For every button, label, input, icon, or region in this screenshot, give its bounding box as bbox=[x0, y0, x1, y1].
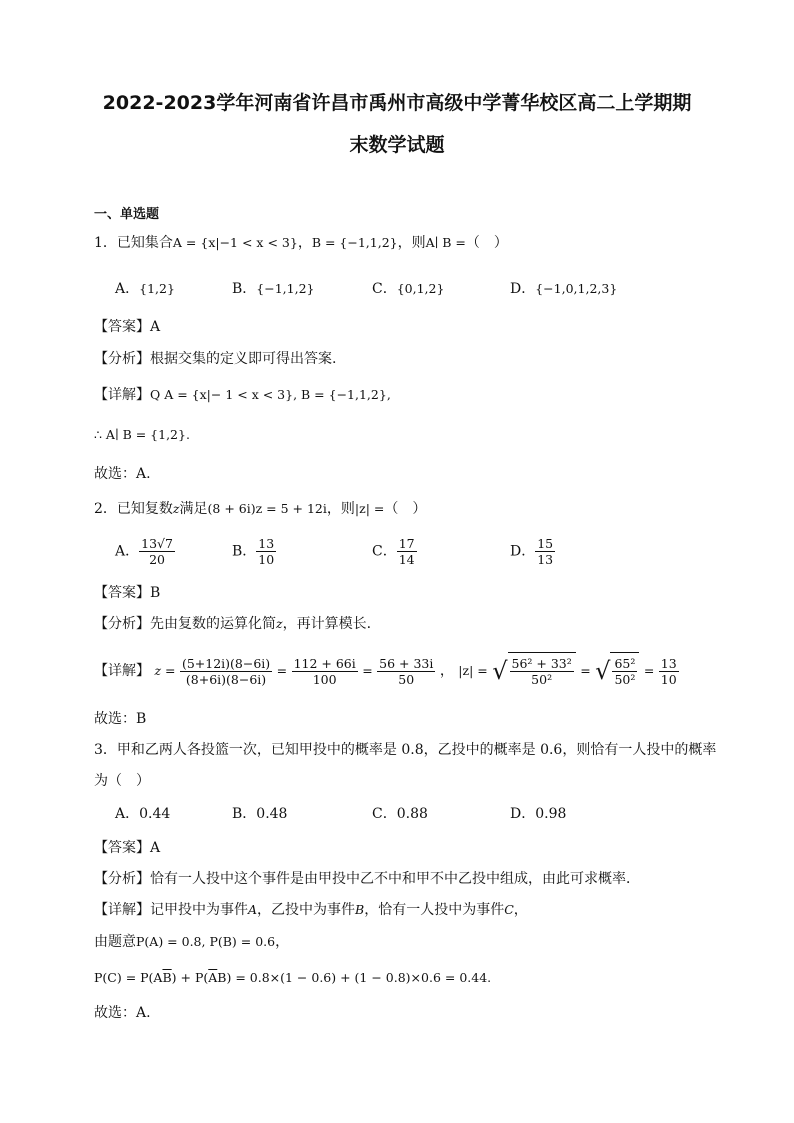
detail-z-equals: z = bbox=[154, 663, 176, 678]
option-value: 0.44 bbox=[139, 806, 171, 822]
option-label: B． bbox=[232, 543, 257, 560]
q3-option-b bbox=[232, 805, 287, 823]
q2-option-c bbox=[372, 536, 417, 567]
detail-text-a: 记甲投中为事件 bbox=[150, 902, 248, 918]
q2-option-b bbox=[232, 536, 276, 567]
q1-conclusion: 故选：A. bbox=[94, 466, 151, 482]
q2-stem bbox=[94, 500, 426, 518]
fraction-denominator: 14 bbox=[398, 552, 415, 567]
fraction-numerator: 13√7 bbox=[141, 536, 173, 551]
option-value: {0,1,2} bbox=[396, 281, 445, 296]
q1-stem-text-c: ，则 bbox=[397, 235, 426, 251]
option-label: C． bbox=[372, 543, 397, 560]
document-title-line-2: 末数学试题 bbox=[349, 134, 445, 156]
q3-answer bbox=[94, 839, 160, 857]
fraction-denominator: 20 bbox=[149, 552, 165, 567]
analysis-text-b: ，再计算模长. bbox=[282, 616, 372, 632]
option-label: A． bbox=[115, 543, 140, 560]
detail-fraction-4 bbox=[659, 656, 679, 687]
q1-stem-text-a: 1．已知集合 bbox=[94, 235, 173, 251]
detail-text-c: ，恰有一人投中为事件 bbox=[364, 902, 505, 918]
option-label: C． bbox=[372, 806, 397, 822]
fraction-numerator: 65² bbox=[614, 655, 636, 671]
q2-conclusion: 故选：B bbox=[94, 711, 147, 727]
fraction-denominator: 100 bbox=[312, 671, 337, 687]
detail-tag: 【详解】 bbox=[94, 902, 150, 918]
q1-option-d bbox=[510, 280, 617, 298]
equals-sign: = bbox=[362, 663, 373, 678]
detail-text-b: ，乙投中为事件 bbox=[257, 902, 356, 918]
analysis-tag: 【分析】 bbox=[94, 871, 150, 887]
option-value: 0.48 bbox=[256, 806, 288, 822]
fraction-numerator: 15 bbox=[537, 536, 554, 551]
q2-detail bbox=[94, 652, 679, 689]
answer-tag: 【答案】 bbox=[94, 319, 150, 335]
given-text-a: 由题意 bbox=[94, 934, 136, 950]
q2-answer bbox=[94, 584, 160, 602]
formula-b-complement: $\overline{B}$ bbox=[162, 970, 172, 985]
q2-equation: (8 + 6i)z = 5 + 12i bbox=[207, 501, 327, 516]
q1-detail bbox=[94, 386, 391, 404]
equals-sign: = bbox=[643, 663, 655, 678]
q1-set-a: A = {x|−1 < x < 3} bbox=[172, 235, 298, 250]
option-label: B． bbox=[232, 806, 257, 822]
q3-stem-line-2: 为（ ） bbox=[94, 773, 150, 789]
q1-stem-text-b: ， bbox=[297, 235, 312, 251]
option-label: A． bbox=[115, 281, 140, 297]
q3-analysis bbox=[94, 870, 640, 888]
answer-tag: 【答案】 bbox=[94, 840, 150, 856]
option-label: C． bbox=[372, 281, 397, 297]
option-fraction bbox=[256, 536, 276, 567]
answer-value: A bbox=[150, 840, 161, 856]
q1-option-a bbox=[115, 280, 175, 298]
option-value: {1,2} bbox=[139, 281, 175, 296]
fraction-numerator: (5+12i)(8−6i) bbox=[181, 655, 271, 671]
q2-stem-text-b: 满足 bbox=[179, 501, 208, 517]
event-c: C bbox=[504, 902, 514, 917]
option-value: {−1,0,1,2,3} bbox=[535, 281, 618, 296]
analysis-tag: 【分析】 bbox=[94, 351, 150, 367]
radical-sign: √ bbox=[492, 657, 508, 685]
detail-sqrt-fraction-2 bbox=[612, 656, 637, 687]
q3-formula bbox=[94, 969, 491, 987]
equals-sign: = bbox=[276, 663, 288, 678]
formula-part-c: B) = 0.8×(1 − 0.6) + (1 − 0.8)×0.6 = 0.44 bbox=[217, 970, 488, 985]
analysis-text: 根据交集的定义即可得出答案. bbox=[150, 351, 337, 367]
radical-sign: √ bbox=[595, 657, 611, 685]
formula-a-complement: $\overline{A}$ bbox=[208, 970, 218, 985]
q3-detail bbox=[94, 901, 528, 919]
option-label: A． bbox=[115, 806, 140, 822]
analysis-text: 恰有一人投中这个事件是由甲投中乙不中和甲不中乙投中组成，由此可求概率． bbox=[150, 871, 640, 887]
formula-period: . bbox=[487, 970, 492, 985]
q2-modulus: |z| = bbox=[354, 501, 385, 516]
option-label: D． bbox=[510, 806, 536, 822]
option-fraction bbox=[397, 536, 417, 567]
fraction-denominator: 10 bbox=[660, 671, 677, 687]
fraction-numerator: 56² + 33² bbox=[511, 655, 572, 671]
formula-part-b: ) + P( bbox=[171, 970, 209, 985]
event-a: A bbox=[248, 902, 258, 917]
answer-tag: 【答案】 bbox=[94, 585, 150, 601]
detail-tag: 【详解】 bbox=[94, 387, 150, 403]
q2-option-d bbox=[510, 536, 555, 567]
formula-part-a: P(C) = P(A bbox=[94, 970, 163, 985]
q3-option-d bbox=[510, 805, 566, 823]
q1-analysis bbox=[94, 350, 336, 368]
detail-modulus: |z| = bbox=[458, 663, 488, 678]
q3-option-c bbox=[372, 805, 428, 823]
fraction-numerator: 13 bbox=[660, 655, 677, 671]
q2-var-z: z bbox=[172, 501, 180, 516]
q2-stem-text-a: 2．已知复数 bbox=[94, 501, 173, 517]
q1-answer bbox=[94, 318, 160, 336]
fraction-denominator: (8+6i)(8−6i) bbox=[185, 671, 267, 687]
q3-option-a bbox=[115, 805, 170, 823]
given-text-b: ， bbox=[275, 934, 290, 950]
equals-sign: = bbox=[580, 663, 591, 678]
detail-text: Q A = {x|− 1 < x < 3}, B = {−1,1,2}, bbox=[150, 387, 391, 402]
detail-comma: ， bbox=[439, 663, 454, 679]
q3-conclusion: 故选：A. bbox=[94, 1005, 151, 1021]
q2-stem-paren: （ ） bbox=[384, 501, 427, 517]
fraction-numerator: 13 bbox=[258, 536, 275, 551]
fraction-denominator: 13 bbox=[537, 552, 554, 567]
fraction-denominator: 50 bbox=[398, 671, 415, 687]
detail-fraction-2 bbox=[292, 656, 358, 687]
q2-option-a bbox=[115, 536, 175, 567]
q1-stem bbox=[94, 234, 508, 252]
q2-stem-text-c: ，则 bbox=[326, 501, 355, 517]
detail-fraction-3 bbox=[377, 656, 435, 687]
given-probabilities: P(A) = 0.8, P(B) = 0.6 bbox=[136, 934, 276, 949]
q1-intersection: A∣ B = bbox=[425, 235, 466, 250]
document-title-line-1: 2022-2023学年河南省许昌市禹州市高级中学菁华校区高二上学期期 bbox=[102, 92, 692, 114]
option-value: 0.88 bbox=[396, 806, 428, 822]
q3-given bbox=[94, 933, 289, 951]
option-label: D． bbox=[510, 281, 536, 297]
fraction-numerator: 56 + 33i bbox=[379, 655, 434, 671]
detail-tag: 【详解】 bbox=[94, 663, 150, 679]
analysis-text-a: 先由复数的运算化简 bbox=[150, 616, 276, 632]
q1-set-b: B = {−1,1,2} bbox=[311, 235, 398, 250]
detail-sqrt-fraction-1 bbox=[510, 656, 574, 687]
q1-detail-result: ∴ A∣ B = {1,2}. bbox=[94, 427, 190, 442]
detail-text-d: ， bbox=[513, 902, 528, 918]
fraction-numerator: 112 + 66i bbox=[293, 655, 356, 671]
option-fraction bbox=[535, 536, 555, 567]
event-b: B bbox=[355, 902, 365, 917]
fraction-denominator: 10 bbox=[258, 552, 275, 567]
analysis-var-z: z bbox=[276, 616, 283, 631]
section-heading: 一、单选题 bbox=[94, 207, 160, 222]
answer-value: B bbox=[150, 585, 161, 601]
q1-stem-paren: （ ） bbox=[465, 235, 508, 251]
q1-option-c bbox=[372, 280, 444, 298]
fraction-numerator: 17 bbox=[398, 536, 415, 551]
detail-fraction-1 bbox=[180, 656, 272, 687]
option-value: {−1,1,2} bbox=[256, 281, 315, 296]
q3-stem-line-1: 3．甲和乙两人各投篮一次，已知甲投中的概率是 0.8，乙投中的概率是 0.6，则恰有一人投中的概率 bbox=[94, 742, 717, 758]
analysis-tag: 【分析】 bbox=[94, 616, 150, 632]
option-label: D． bbox=[510, 543, 536, 560]
fraction-denominator: 50² bbox=[614, 671, 636, 687]
option-value: 0.98 bbox=[535, 806, 567, 822]
option-label: B． bbox=[232, 281, 257, 297]
fraction-denominator: 50² bbox=[531, 671, 553, 687]
q2-analysis bbox=[94, 615, 371, 633]
answer-value: A bbox=[150, 319, 161, 335]
q1-option-b bbox=[232, 280, 314, 298]
option-fraction bbox=[139, 536, 175, 567]
